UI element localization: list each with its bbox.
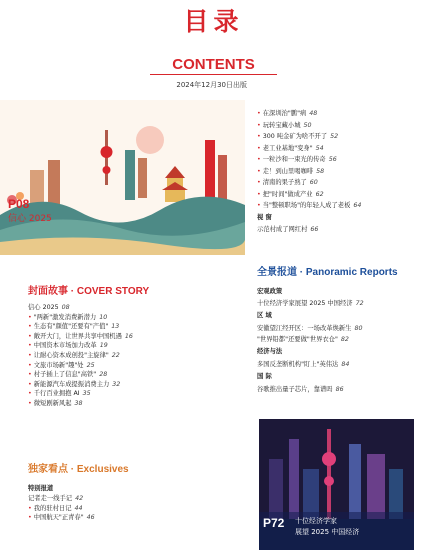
list-item[interactable]: • 当"整顿职场"的年轻人成了老板 64: [257, 202, 362, 209]
group-label: 视 窗: [257, 213, 272, 221]
list-item[interactable]: 谷歌推出量子芯片，靠谱吗 86: [257, 386, 344, 393]
cover-page-number: P08: [8, 197, 30, 211]
panoramic-heading: 全景报道 · Panoramic Reports: [257, 267, 398, 278]
list-item[interactable]: 示范村成了网红村 66: [257, 225, 319, 233]
list-item[interactable]: • 文旅市场新"趣"处 25: [28, 361, 95, 369]
cover-story-list: [28, 303, 133, 409]
list-item[interactable]: • 一粒沙和一束光的传奇 56: [257, 156, 337, 163]
list-item[interactable]: • 把"时间"做成产业 62: [257, 190, 324, 198]
cover-story-heading: 封面故事 · COVER STORY: [28, 286, 150, 297]
list-item[interactable]: 多国反垄断机构"盯上"英伟达 84: [257, 361, 350, 368]
list-item[interactable]: • 生态有"颜值"还要有"产值" 13: [28, 323, 120, 331]
feature-caption: [259, 512, 414, 550]
group-label: 国 际: [257, 373, 272, 380]
list-item[interactable]: • 300 吨金矿为啥不开了 52: [257, 133, 339, 140]
list-item[interactable]: • 清南的果子熟了 60: [257, 179, 318, 186]
list-item[interactable]: • 中国航天"正青春" 46: [28, 514, 95, 522]
group-label: 宏观政策: [257, 288, 283, 295]
page-title: 目录: [183, 7, 244, 36]
list-item[interactable]: • 让耐心资本成创投"主旋律" 22: [28, 351, 120, 359]
feature-caption-line2: 展望 2025 中国经济: [295, 528, 360, 536]
panoramic-list: [257, 286, 364, 395]
feature-caption-line1: 十位经济学家: [295, 517, 337, 525]
group-label: 经济与法: [257, 348, 283, 355]
list-item[interactable]: • 玩转宝藏小城 50: [257, 121, 312, 129]
list-item[interactable]: • "两新"激发消费新潜力 10: [28, 313, 108, 321]
issue-date: 2024年12月30日出版: [176, 81, 247, 89]
list-item[interactable]: 十位经济学家展望 2025 中国经济 72: [257, 300, 364, 307]
exclusives-list: [28, 483, 95, 523]
list-item[interactable]: • 村子插上了信息"高铁" 28: [28, 371, 108, 379]
list-item[interactable]: "世界铅都"还要做"世界衣仓" 82: [257, 336, 349, 343]
list-item[interactable]: • 走！到山里喝咖啡 58: [257, 167, 325, 175]
exclusives-heading: 独家看点 · Exclusives: [28, 464, 129, 475]
feature-page-number: P72: [263, 516, 285, 530]
list-item[interactable]: • 敞开大门，让世界共享中国机遇 16: [28, 332, 133, 340]
group-label: 区 域: [257, 312, 272, 319]
header-divider: [150, 74, 277, 75]
cover-title: 信心 2025: [8, 214, 52, 224]
list-item[interactable]: 信心 2025 08: [28, 304, 70, 311]
list-item[interactable]: • 在深圳治"鹏"病 48: [257, 110, 318, 117]
list-item[interactable]: 记者走一线手记 42: [28, 495, 84, 502]
list-item[interactable]: • 我的驻村日记 44: [28, 504, 83, 512]
list-item[interactable]: 安徽望江经开区：一场改革焕新生 80: [257, 325, 363, 332]
skyline-illustration: [0, 100, 245, 255]
list-item[interactable]: • 中国资本市场加力改革 19: [28, 342, 108, 350]
list-item[interactable]: • 老工业基地"变身" 54: [257, 144, 324, 152]
cover-illustration: [0, 100, 245, 255]
list-item[interactable]: • 微短剧新风起 38: [28, 399, 83, 407]
list-item[interactable]: • 新能源汽车成提振消费主力 32: [28, 380, 121, 388]
right-top-list: [257, 108, 361, 235]
group-label: 特别报道: [28, 485, 54, 492]
page-subtitle: CONTENTS: [172, 56, 255, 73]
cover-label: [8, 197, 52, 224]
list-item[interactable]: • 千行百业拥抱 AI 35: [28, 390, 91, 398]
